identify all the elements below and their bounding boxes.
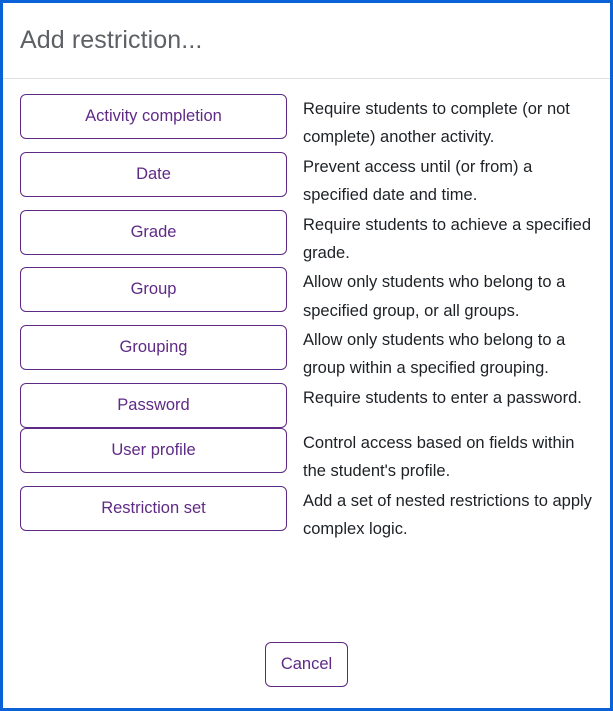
restriction-row [20, 152, 593, 210]
restriction-description-cell [303, 267, 593, 325]
cancel-button[interactable]: Cancel [265, 642, 348, 687]
restriction-row [20, 267, 593, 325]
restriction-description-date: Prevent access until (or from) a specified date and time. [303, 157, 533, 205]
restriction-button-cell [20, 428, 303, 486]
restriction-button-cell [20, 325, 303, 383]
restriction-description-cell [303, 486, 593, 544]
restriction-row [20, 486, 593, 544]
restriction-description-cell [303, 325, 593, 383]
restriction-description-activity-completion: Require students to complete (or not complete) another activity. [303, 100, 570, 147]
restriction-options-list [20, 94, 593, 543]
restriction-button-restriction-set[interactable]: Restriction set [20, 486, 287, 531]
dialog-body [3, 79, 610, 626]
restriction-description-grade: Require students to achieve a specified grade. [303, 215, 592, 262]
restriction-options-table [20, 94, 593, 543]
restriction-button-cell [20, 383, 303, 428]
dialog-title: Add restriction... [20, 25, 203, 54]
restriction-button-user-profile[interactable]: User profile [20, 428, 287, 473]
restriction-row [20, 383, 593, 428]
dialog-footer [3, 626, 610, 708]
restriction-button-cell [20, 94, 303, 152]
restriction-button-group[interactable]: Group [20, 267, 287, 312]
dialog-header [3, 3, 610, 79]
restriction-row [20, 325, 593, 383]
restriction-description-grouping: Allow only students who belong to a group within a specified grouping. [303, 331, 566, 378]
restriction-button-date[interactable]: Date [20, 152, 287, 197]
restriction-description-cell [303, 152, 593, 210]
restriction-description-password: Require students to enter a password. [303, 388, 582, 407]
restriction-row [20, 210, 593, 268]
restriction-button-grouping[interactable]: Grouping [20, 325, 287, 370]
restriction-description-cell [303, 428, 593, 486]
restriction-button-password[interactable]: Password [20, 383, 287, 428]
restriction-button-cell [20, 267, 303, 325]
restriction-description-group: Allow only students who belong to a specified group, or all groups. [303, 273, 566, 320]
restriction-button-activity-completion[interactable]: Activity completion [20, 94, 287, 139]
restriction-description-cell [303, 383, 593, 428]
restriction-row [20, 428, 593, 486]
restriction-button-cell [20, 152, 303, 210]
restriction-button-cell [20, 210, 303, 268]
restriction-description-user-profile: Control access based on fields within the student's profile. [303, 433, 575, 481]
restriction-description-restriction-set: Add a set of nested restrictions to apply complex logic. [303, 491, 592, 538]
restriction-button-grade[interactable]: Grade [20, 210, 287, 255]
restriction-row [20, 94, 593, 152]
restriction-button-cell [20, 486, 303, 544]
restriction-description-cell [303, 210, 593, 268]
restriction-description-cell [303, 94, 593, 152]
